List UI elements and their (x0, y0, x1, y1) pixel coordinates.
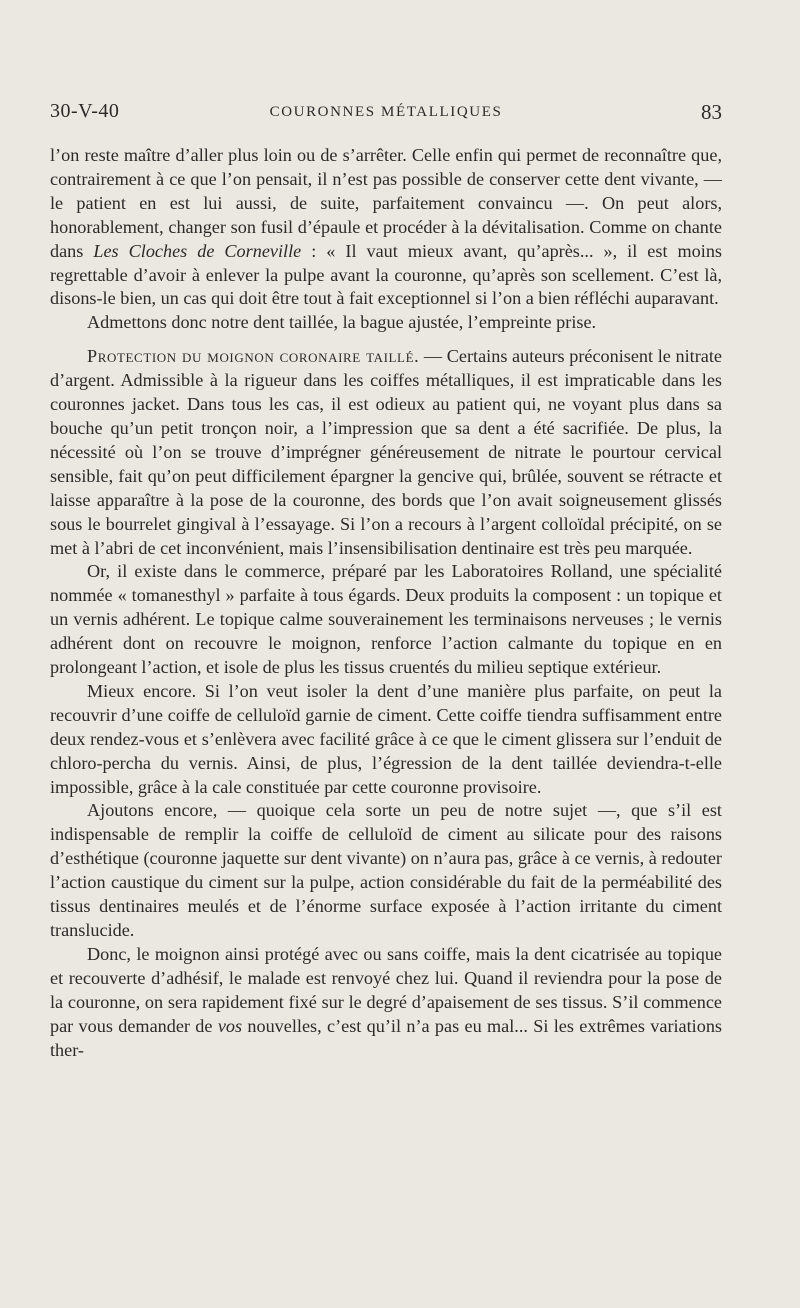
paragraph-text: Donc, le moignon ainsi protégé avec ou sans coiffe, mais la dent cicatrisée au topique et recouverte d’adhésif, le malade est renvoyé chez lui. Quand il reviendra pour la pose de la couronne, on sera rapidement fixé sur le degré d’apaisement de ses tissus. S’il commence par vous demander de (50, 943, 722, 1036)
paragraph: Mieux encore. Si l’on veut isoler la dent d’une manière plus parfaite, on peut la recouvrir d’une coiffe de celluloïd garnie de ciment. Cette coiffe tiendra suffisamment entre deux rendez-vous et s’enlèvera avec facilité grâce à ce que le ciment glissera sur l’enduit de chloro-percha du vernis. Ainsi, de plus, l’égression de la dent taillée deviendra-t-elle impossible, grâce à la cale constituée par cette couronne provisoire. (50, 680, 722, 797)
paragraph-text: nouvelles, c’est qu’il n’a pas eu mal... Si les extrêmes variations ther- (50, 1015, 723, 1060)
page-number: 83 (701, 100, 722, 124)
italic-title: Les Cloches de Corneville (93, 240, 302, 261)
paragraph-text: — Certains auteurs préconisent le nitrate d’argent. Admissible à la rigueur dans les coiffes métalliques, il est impraticable dans les couronnes jacket. Dans tous les cas, il est odieux au patient qui, ne voyant plus dans sa bouche qu’un petit tronçon noir, a l’impression que sa dent a été sacrifiée. De plus, la nécessité où l’on se trouve d’imprégner généreusement de nitrate le pourtour cervical sensible, fait qu’on peut difficilement épargner la gencive qui, brûlée, souvent se rétracte et laisse apparaître à la pose de la couronne, des bords que l’on avait soigneusement glissés sous le bourrelet gingival à l’essayage. Si l’on a recours à l’argent colloïdal précipité, on se met à l’abri de cet inconvénient, mais l’insensibilisation dentinaire est très peu marquée. (50, 346, 722, 558)
page-body (50, 144, 722, 1062)
section-paragraph (50, 345, 722, 560)
header-date: 30-V-40 (50, 100, 120, 122)
section-heading: Protection du moignon coronaire taillé. (87, 346, 420, 367)
paragraph-text: : « Il vaut mieux avant, qu’après... », il est moins regrettable d’avoir à enlever la pulpe avant la couronne, qu’après son scellement. C’est là, disons-le bien, un cas qui doit être tout à fait exceptionnel si l’on a bien réfléchi auparavant. (50, 240, 722, 309)
paragraph: Or, il existe dans le commerce, préparé par les Laboratoires Rolland, une spécialité nommée « tomanesthyl » parfaite à tous égards. Deux produits la composent : un topique et un vernis adhérent. Le topique calme souverainement les terminaisons nerveuses ; le vernis adhérent dont on recouvre le moignon, renforce l’action calmante du topique en en prolongeant l’action, et isole de plus les tissus cruentés du milieu septique extérieur. (50, 561, 722, 678)
paragraph-text: l’on reste maître d’aller plus loin ou de s’arrêter. Celle enfin qui permet de reconnaître que, contrairement à ce que l’on pensait, il n’est pas possible de conserver cette dent vivante, — le patient en est lui aussi, de suite, parfaitement convaincu —. On peut alors, honorablement, changer son fusil d’épaule et procéder à la dévitalisation. Comme on chante dans (50, 145, 722, 261)
header-title: COURONNES MÉTALLIQUES (269, 104, 503, 120)
running-header (50, 100, 722, 128)
paragraph-continuation (50, 144, 722, 311)
section-gap (50, 335, 722, 345)
paragraph: Ajoutons encore, — quoique cela sorte un peu de notre sujet —, que s’il est indispensable de remplir la coiffe de celluloïd de ciment au silicate pour des raisons d’esthétique (couronne jaquette sur dent vivante) on n’aura pas, grâce à ce vernis, à redouter l’action caustique du ciment sur la pulpe, action considérable du fait de la perméabilité des tissus dentinaires meulés et de l’énorme surface exposée à l’action irritante du ciment translucide. (50, 800, 722, 940)
paragraph (50, 943, 722, 1063)
paragraph: Admettons donc notre dent taillée, la bague ajustée, l’empreinte prise. (87, 312, 597, 333)
italic-word: vos (217, 1015, 243, 1036)
